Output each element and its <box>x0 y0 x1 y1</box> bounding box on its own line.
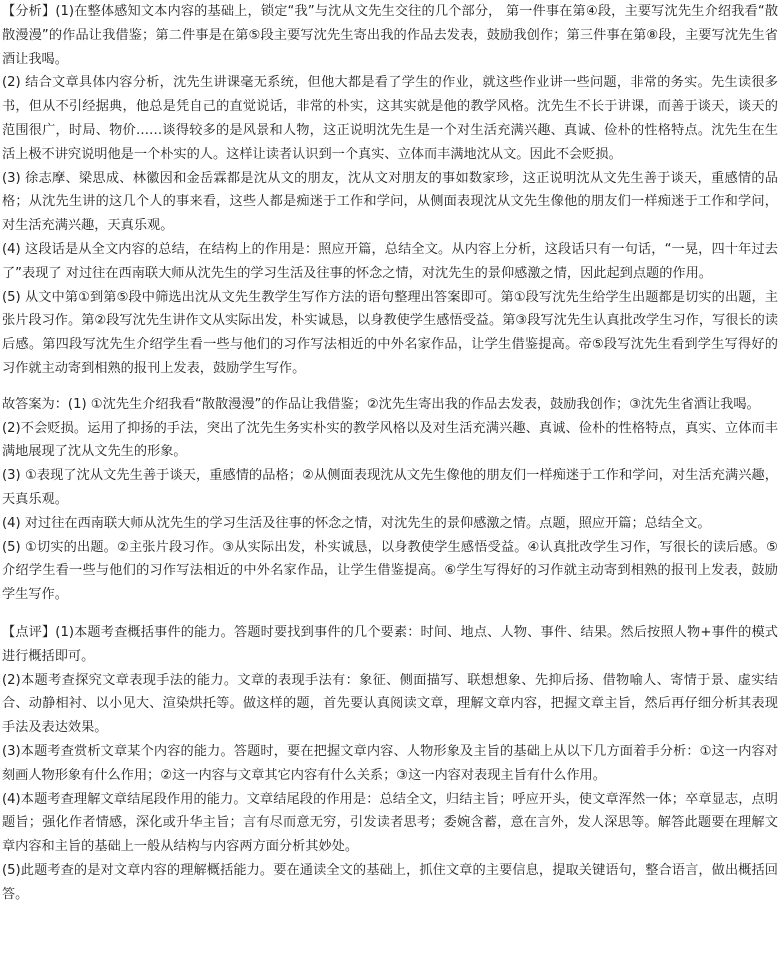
answer-paragraph-1: 故答案为：(1) ①沈先生介绍我看“散散漫漫”的作品让我借鉴；②沈先生寄出我的作品去发表，鼓励我创作；③沈先生省酒让我喝。 <box>2 396 760 412</box>
section-gap <box>2 381 778 393</box>
comment-section <box>2 621 778 907</box>
answer-section <box>2 393 778 607</box>
analysis-paragraph-5: (5) 从文中第①到第⑤段中筛选出沈从文先生教学生写作方法的语句整理出答案即可。第①段写沈先生给学生出题都是切实的出题，主张片段习作。第②段写沈先生讲作文从实际出发，朴实诚恳，以身教使学生感悟受益。第③段写沈先生认真批改学生习作，写很长的读后感。第四段写沈先生介绍学生看一些与他们的习作写法相近的中外名家作品，让学生借鉴提高。帝⑤段写沈先生看到学生写得好的习作就主动寄到相熟的报刊上发表，鼓励学生写作。 <box>2 289 778 376</box>
comment-paragraph-5: (5)此题考查的是对文章内容的理解概括能力。要在通读全文的基础上，抓住文章的主要信息，提取关键语句，整合语言，做出概括回答。 <box>2 862 778 902</box>
comment-tag: 【点评】 <box>2 624 56 640</box>
answer-paragraph-4: (4) 对过往在西南联大师从沈先生的学习生活及往事的怀念之情，对沈先生的景仰感激之情。点题，照应开篇；总结全文。 <box>2 515 711 531</box>
analysis-paragraph-1 <box>2 0 778 71</box>
answer-paragraph-5: (5) ①切实的出题。②主张片段习作。③从实际出发，朴实诚恳，以身教使学生感悟受益。④认真批改学生习作，写很长的读后感。⑤介绍学生看一些与他们的习作写法相近的中外名家作品，让学生借鉴提高。⑥学生写得好的习作就主动寄到相熟的报刊上发表，鼓励学生写作。 <box>2 539 778 603</box>
analysis-section <box>2 0 778 381</box>
analysis-text-1: (1)在整体感知文本内容的基础上，锁定“我”与沈从文先生交往的几个部分， 第一件事在第④段，主要写沈先生介绍我看“散散漫漫”的作品让我借鉴；第二件事是在第⑤段主要写沈先生寄出我的作品去发表，鼓励我创作；第三件事在第⑧段，主要写沈先生省酒让我喝。 <box>2 4 779 67</box>
analysis-tag: 【分析】 <box>2 4 56 19</box>
analysis-paragraph-4: (4) 这段话是从全文内容的总结，在结构上的作用是：照应开篇，总结全文。从内容上分析，这段话只有一句话，“一晃，四十年过去了”表现了 对过往在西南联大师从沈先生的学习生活及往事的怀念之情，对沈先生的景仰感激之情，因此起到点题的作用。 <box>2 241 778 281</box>
analysis-paragraph-3: (3) 徐志摩、梁思成、林徽因和金岳霖都是沈从文的朋友，沈从文对朋友的事如数家珍，这正说明沈从文先生善于谈天，重感情的品格；从沈先生讲的这几个人的事来看，这些人都是痴迷于工作和学问，从侧面表现沈从文先生像他的朋友们一样痴迷于工作和学问，对生活充满兴趣，天真乐观。 <box>2 170 778 234</box>
comment-paragraph-3: (3)本题考查赏析文章某个内容的能力。答题时，要在把握文章内容、人物形象及主旨的基础上从以下几方面着手分析：①这一内容对刻画人物形象有什么作用；②这一内容与文章其它内容有什么关系；③这一内容对表现主旨有什么作用。 <box>2 743 778 783</box>
analysis-paragraph-2: (2) 结合文章具体内容分析，沈先生讲课毫无系统，但他大都是看了学生的作业，就这些作业讲一些问题，非常的务实。先生读很多书，但从不引经据典，他总是凭自己的直觉说话，非常的朴实，这其实就是他的教学风格。沈先生不长于讲课，而善于谈天，谈天的范围很广，时局、物价……谈得较多的是风景和人物，这正说明沈先生是一个对生活充满兴趣、真诚、俭朴的性格特点。沈先生在生活上极不讲究说明他是一个朴实的人。这样让读者认识到一个真实、立体而丰满地沈从文。因此不会贬损。 <box>2 75 778 162</box>
answer-paragraph-3: (3) ①表现了沈从文先生善于谈天，重感情的品格；②从侧面表现沈从文先生像他的朋友们一样痴迷于工作和学问，对生活充满兴趣，天真乐观。 <box>2 468 778 507</box>
comment-paragraph-2: (2)本题考查探究文章表现手法的能力。文章的表现手法有：象征、侧面描写、联想想象、先抑后扬、借物喻人、寄情于景、虚实结合、动静相衬、以小见大、渲染烘托等。做这样的题，首先要认真阅读文章，理解文章内容，把握文章主旨，然后再仔细分析其表现手法及表达效果。 <box>2 672 778 736</box>
comment-text-1: (1)本题考查概括事件的能力。答题时要找到事件的几个要素：时间、地点、人物、事件、结果。然后按照人物+事件的模式进行概括即可。 <box>2 624 778 664</box>
comment-paragraph-1 <box>2 621 778 669</box>
comment-paragraph-4: (4)本题考查理解文章结尾段作用的能力。文章结尾段的作用是：总结全文，归结主旨；呼应开头，使文章浑然一体；卒章显志，点明题旨；强化作者情感，深化或升华主旨；言有尽而意无穷，引发读者思考；委婉含蓄，意在言外，发人深思等。解答此题要在理解文章内容和主旨的基础上一般从结构与内容两方面分析其妙处。 <box>2 791 778 855</box>
section-gap <box>2 607 778 621</box>
answer-paragraph-2: (2)不会贬损。运用了抑扬的手法，突出了沈先生务实朴实的教学风格以及对生活充满兴趣、真诚、俭朴的性格特点，真实、立体而丰满地展现了沈从文先生的形象。 <box>2 420 778 460</box>
